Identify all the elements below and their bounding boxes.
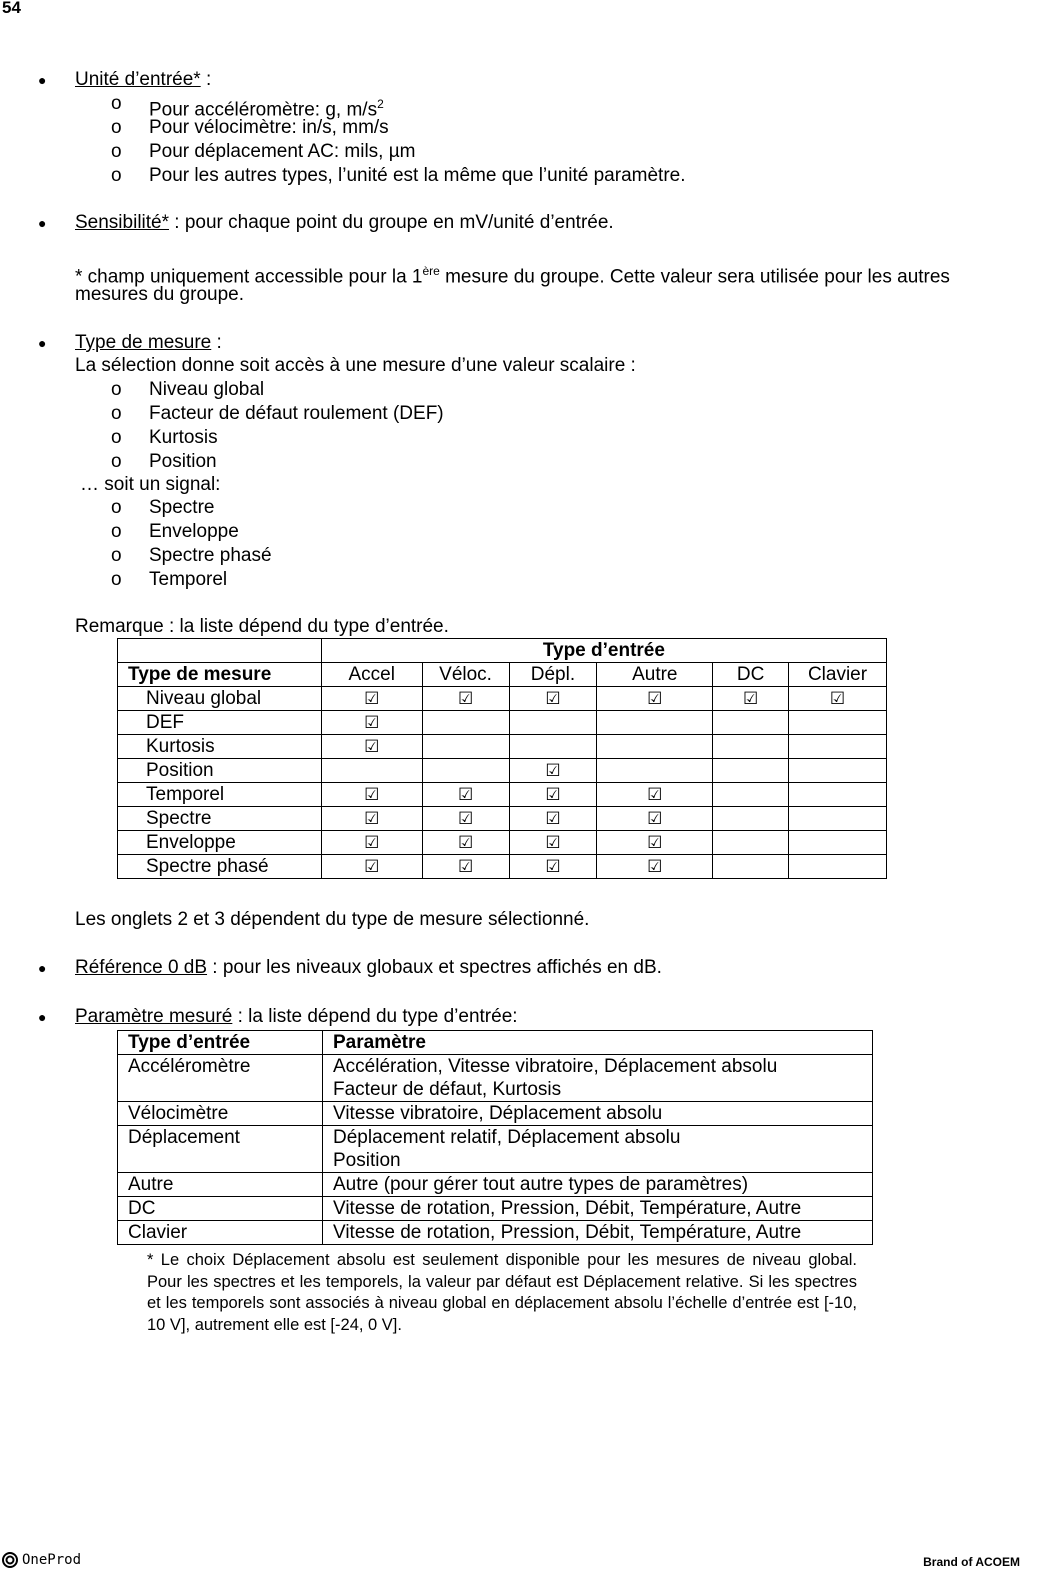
item-text: Pour vélocimètre: in/s, mm/s [149,117,389,138]
checkbox-checked-icon: ☑ [545,689,561,708]
table-header-row [118,663,887,687]
onglets-text: Les onglets 2 et 3 dépendent du type de mesure sélectionné. [75,909,590,930]
checkbox-checked-icon: ☑ [545,809,561,828]
check-cell [321,735,422,759]
item-text: Spectre [149,497,215,518]
signal-item [149,520,239,544]
column-header: Type d’entrée [118,1031,323,1055]
checkbox-checked-icon: ☑ [364,737,380,756]
circle-bullet-icon: o [111,117,122,138]
checkbox-checked-icon: ☑ [545,761,561,780]
parameter-cell: Vitesse vibratoire, Déplacement absolu [323,1102,873,1126]
signal-item [149,568,227,592]
check-cell [321,855,422,879]
parameter-cell: Vitesse de rotation, Pression, Débit, Température, Autre [323,1221,873,1245]
column-header: Clavier [789,663,887,687]
check-cell [789,711,887,735]
brand-text: Brand of ACOEM [923,1555,1020,1569]
parameter-cell: Accélération, Vitesse vibratoire, Déplacement absolu Facteur de défaut, Kurtosis [323,1055,873,1102]
row-label: Niveau global [118,687,322,711]
check-cell [713,831,789,855]
input-type-cell: Accéléromètre [118,1055,323,1102]
unite-heading [75,68,211,92]
row-label: Kurtosis [118,735,322,759]
column-header: Véloc. [422,663,509,687]
checkbox-checked-icon: ☑ [647,689,663,708]
parametre-label: Paramètre mesuré [75,1006,233,1027]
item-text: Facteur de défaut roulement (DEF) [149,403,444,424]
check-cell [597,855,713,879]
check-cell [509,759,597,783]
check-cell [789,831,887,855]
check-cell [713,687,789,711]
page-number: 54 [2,0,21,17]
check-cell [597,711,713,735]
input-type-cell: Vélocimètre [118,1102,323,1126]
check-cell [713,807,789,831]
measure-type-table [117,638,887,879]
reference-line [75,956,662,980]
scalar-item [149,450,217,474]
table-row [118,711,887,735]
oneprod-logo [2,1552,81,1568]
check-cell [597,735,713,759]
column-header: DC [713,663,789,687]
bullet-icon: ● [38,1009,47,1025]
checkbox-checked-icon: ☑ [545,857,561,876]
row-label: Position [118,759,322,783]
group-header: Type d’entrée [321,639,886,663]
sensibilite-label: Sensibilité* [75,212,169,233]
note-sup: ère [422,264,440,278]
check-cell [321,711,422,735]
check-cell [713,735,789,759]
checkbox-checked-icon: ☑ [364,809,380,828]
table-row [118,1102,873,1126]
circle-bullet-icon: o [111,451,122,472]
check-cell [321,759,422,783]
table-row [118,783,887,807]
checkbox-checked-icon: ☑ [647,809,663,828]
parameter-cell: Vitesse de rotation, Pression, Débit, Température, Autre [323,1197,873,1221]
table-header-row [118,639,887,663]
bullet-icon: ● [38,335,47,351]
parameter-table [117,1030,873,1245]
check-cell [789,807,887,831]
circle-bullet-icon: o [111,165,122,186]
type-mesure-suffix: : [211,332,222,353]
empty-cell [118,639,322,663]
checkbox-checked-icon: ☑ [647,857,663,876]
type-mesure-intro: La sélection donne soit accès à une mesure d’une valeur scalaire : [75,355,636,376]
reference-text: : pour les niveaux globaux et spectres affichés en dB. [207,957,662,978]
check-cell [509,831,597,855]
check-cell [597,807,713,831]
checkbox-checked-icon: ☑ [647,785,663,804]
check-cell [321,807,422,831]
type-mesure-heading [75,331,222,355]
checkbox-checked-icon: ☑ [364,785,380,804]
column-header: Paramètre [323,1031,873,1055]
checkbox-checked-icon: ☑ [364,713,380,732]
table-row [118,1055,873,1102]
row-label: DEF [118,711,322,735]
row-label: Temporel [118,783,322,807]
check-cell [789,855,887,879]
input-type-cell: Déplacement [118,1126,323,1173]
item-text: Niveau global [149,379,265,400]
circle-bullet-icon: o [111,403,122,424]
check-cell [789,783,887,807]
check-cell [597,783,713,807]
check-cell [321,831,422,855]
checkbox-checked-icon: ☑ [364,857,380,876]
column-header: Dépl. [509,663,597,687]
logo-icon [2,1552,18,1568]
item-text: Kurtosis [149,427,218,448]
bullet-icon: ● [38,72,47,88]
unite-item [149,140,416,164]
checkbox-checked-icon: ☑ [742,689,759,708]
footnote: * Le choix Déplacement absolu est seulement disponible pour les mesures de niveau global. Pour les spectres et les temporels, la valeur par défaut est Déplacement relative. Si les spectres et les temporels sont associés à niveau global en déplacement absolu l’échelle d’entrée est [-10, 10 V], autrement elle est [-24, 0 V]. [147,1251,857,1334]
unite-item [149,164,686,188]
check-cell [789,735,887,759]
item-text: Enveloppe [149,521,239,542]
row-label: Spectre phasé [118,855,322,879]
checkbox-checked-icon: ☑ [457,809,474,828]
parameter-cell: Autre (pour gérer tout autre types de paramètres) [323,1173,873,1197]
table-row [118,855,887,879]
unite-suffix: : [200,69,212,90]
table-row [118,687,887,711]
scalar-item [149,402,444,426]
circle-bullet-icon: o [111,427,122,448]
check-cell [321,783,422,807]
item-text: Pour déplacement AC: mils, µm [149,141,416,162]
check-cell [422,807,509,831]
note-star-line2: mesures du groupe. [75,284,244,305]
check-cell [422,855,509,879]
check-cell [422,687,509,711]
checkbox-checked-icon: ☑ [457,689,474,708]
table-row [118,831,887,855]
input-type-cell: DC [118,1197,323,1221]
check-cell [509,855,597,879]
input-type-cell: Autre [118,1173,323,1197]
signal-item [149,496,214,520]
table-row [118,807,887,831]
sensibilite-line [75,211,614,235]
superscript: 2 [377,97,384,111]
circle-bullet-icon: o [111,141,122,162]
row-label: Enveloppe [118,831,322,855]
checkbox-checked-icon: ☑ [829,689,846,708]
table-row [118,735,887,759]
check-cell [713,855,789,879]
circle-bullet-icon: o [111,545,122,566]
item-text: Temporel [149,569,228,590]
check-cell [509,807,597,831]
table-row [118,1173,873,1197]
checkbox-checked-icon: ☑ [364,689,380,708]
checkbox-checked-icon: ☑ [457,857,474,876]
circle-bullet-icon: o [111,521,122,542]
check-cell [597,687,713,711]
note-text: * champ uniquement accessible pour la 1 [75,266,423,288]
sensibilite-text: : pour chaque point du groupe en mV/unité d’entrée. [169,212,614,233]
table-row [118,759,887,783]
item-text: Pour les autres types, l’unité est la même que l’unité paramètre. [149,165,686,186]
check-cell [597,831,713,855]
table-row [118,1221,873,1245]
item-text: Position [149,451,217,472]
check-cell [422,711,509,735]
checkbox-checked-icon: ☑ [545,833,561,852]
unite-label: Unité d’entrée* [75,69,201,90]
checkbox-checked-icon: ☑ [545,785,561,804]
row-label: Spectre [118,807,322,831]
checkbox-checked-icon: ☑ [647,833,663,852]
checkbox-checked-icon: ☑ [457,833,474,852]
parametre-text: : la liste dépend du type d’entrée: [232,1006,518,1027]
reference-label: Référence 0 dB [75,957,208,978]
item-text: Spectre phasé [149,545,272,566]
note-text: mesure du groupe. Cette valeur sera utilisée pour les autres [439,266,950,288]
check-cell [713,711,789,735]
type-mesure-label: Type de mesure [75,332,212,353]
check-cell [422,759,509,783]
scalar-item [149,426,218,450]
table-row [118,1126,873,1173]
scalar-item [149,378,264,402]
bullet-icon: ● [38,960,47,976]
row-header: Type de mesure [118,663,322,687]
circle-bullet-icon: o [111,93,122,114]
check-cell [597,759,713,783]
signal-intro: … soit un signal: [80,474,221,495]
circle-bullet-icon: o [111,569,122,590]
checkbox-checked-icon: ☑ [364,833,380,852]
table-row [118,1197,873,1221]
table-header-row [118,1031,873,1055]
check-cell [509,687,597,711]
checkbox-checked-icon: ☑ [457,785,474,804]
parameter-cell: Déplacement relatif, Déplacement absolu Position [323,1126,873,1173]
check-cell [422,783,509,807]
circle-bullet-icon: o [111,379,122,400]
circle-bullet-icon: o [111,497,122,518]
signal-item [149,544,272,568]
check-cell [713,783,789,807]
parametre-line [75,1005,518,1029]
unite-item [149,116,389,140]
input-type-cell: Clavier [118,1221,323,1245]
column-header: Accel [321,663,422,687]
check-cell [422,735,509,759]
check-cell [789,687,887,711]
check-cell [422,831,509,855]
check-cell [789,759,887,783]
check-cell [713,759,789,783]
remark: Remarque : la liste dépend du type d’entrée. [75,616,449,637]
column-header: Autre [597,663,713,687]
check-cell [509,783,597,807]
check-cell [321,687,422,711]
check-cell [509,735,597,759]
logo-text: OneProd [22,1552,82,1568]
check-cell [509,711,597,735]
item-text: Pour accéléromètre: g, m/s [149,99,378,121]
bullet-icon: ● [38,215,47,231]
